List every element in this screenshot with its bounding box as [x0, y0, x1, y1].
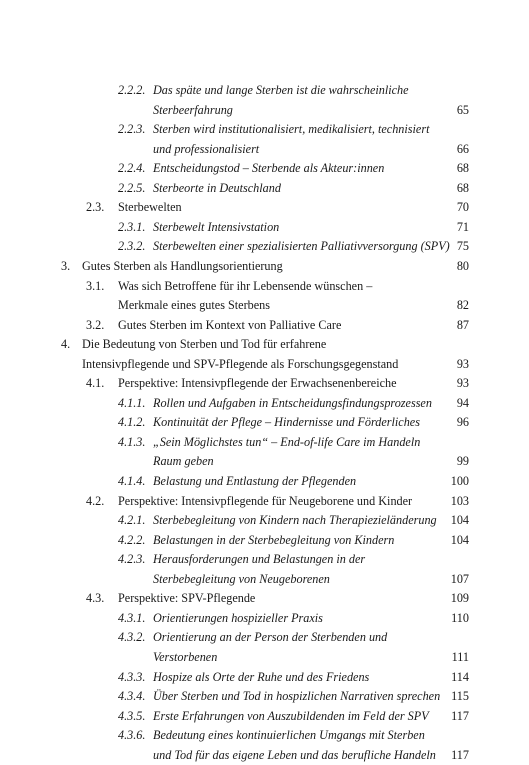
toc-entry-title: Das späte und lange Sterben ist die wahrscheinliche [153, 83, 409, 97]
toc-entry-title: Merkmale eines gutes Sterbens [118, 298, 270, 313]
toc-entry-title: Die Bedeutung von Sterben und Tod für erfahrene [82, 337, 327, 352]
toc-entry-title: Intensivpflegende und SPV-Pflegende als Forschungsgegenstand [82, 356, 399, 371]
toc-entry-title: Kontinuität der Pflege – Hindernisse und Förderliches [153, 415, 420, 430]
toc-entry-title: Gutes Sterben im Kontext von Palliative Care [118, 317, 342, 332]
toc-entry-title: Sterben wird institutionalisiert, medikalisiert, technisiert [153, 122, 430, 137]
toc-entry [0, 687, 529, 706]
toc-entry [0, 668, 529, 687]
toc-entry-page-number: 104 [450, 532, 469, 547]
toc-entry-title: Sterbewelt Intensivstation [153, 219, 280, 234]
toc-entry [0, 237, 529, 256]
toc-entry-number: 3.2. [86, 317, 105, 332]
toc-entry [0, 257, 529, 276]
toc-entry [0, 81, 529, 100]
toc-entry [0, 570, 529, 589]
toc-entry-page-number: 99 [456, 454, 469, 469]
toc-entry-page-number: 107 [450, 571, 469, 586]
toc-entry-title: Perspektive: Intensivpflegende der Erwachsenenbereiche [118, 376, 397, 391]
toc-entry-title: Sterbewelten [118, 200, 182, 215]
toc-entry-title: „Sein Möglichstes tun“ – End-of-life Care im Handeln [153, 434, 421, 449]
toc-entry-title: Sterbeorte in Deutschland [153, 180, 281, 195]
toc-entry-number: 3.1. [86, 278, 105, 293]
toc-entry [0, 609, 529, 628]
toc-entry [0, 433, 529, 452]
toc-entry [0, 531, 529, 550]
toc-entry-page-number: 75 [456, 239, 469, 254]
toc-entry [0, 101, 529, 120]
toc-entry-title: Hospize als Orte der Ruhe und des Friedens [153, 669, 370, 684]
toc-entry [0, 394, 529, 413]
toc-entry [0, 726, 529, 745]
toc-entry-number: 4.3.2. [118, 630, 146, 645]
toc-entry [0, 335, 529, 354]
toc-entry-number: 2.2.4. [118, 161, 146, 176]
toc-entry [0, 472, 529, 491]
toc-entry-page-number: 65 [456, 102, 469, 117]
toc-entry-number: 4.1.2. [118, 415, 146, 430]
toc-entry-page-number: 117 [451, 747, 469, 762]
toc-entry-number: 4. [61, 337, 71, 352]
toc-entry-page-number: 96 [456, 415, 469, 430]
toc-entry [0, 589, 529, 608]
toc-entry-title: Orientierung an der Person der Sterbenden und [153, 630, 388, 645]
toc-entry [0, 120, 529, 139]
toc-entry-title: Erste Erfahrungen von Auszubildenden im Feld der SPV [153, 708, 429, 723]
toc-entry-title: und Tod für das eigene Leben und das berufliche Handeln [153, 747, 436, 762]
toc-entry-page-number: 100 [450, 474, 469, 488]
toc-entry [0, 374, 529, 393]
toc-entry-number: 4.1.4. [118, 474, 146, 488]
toc-entry [0, 628, 529, 647]
toc-entry-page-number: 82 [456, 298, 469, 313]
toc-entry-page-number: 71 [456, 219, 469, 234]
toc-entry [0, 746, 529, 765]
toc-entry-title: Über Sterben und Tod in hospizlichen Narrativen sprechen [153, 689, 441, 704]
toc-entry-number: 4.2.1. [118, 513, 146, 528]
toc-entry-page-number: 110 [451, 610, 469, 625]
toc-entry-page-number: 114 [451, 669, 469, 684]
toc-entry-title: Sterbebegleitung von Neugeborenen [153, 571, 330, 586]
toc-entry [0, 511, 529, 530]
toc-entry [0, 707, 529, 726]
toc-entry-title: Sterbebegleitung von Kindern nach Therapiezieländerung [153, 513, 437, 528]
toc-entry-number: 4.3.6. [118, 728, 146, 743]
toc-entry-page-number: 93 [456, 356, 469, 371]
toc-entry [0, 198, 529, 217]
toc-entry-number: 2.3.2. [118, 239, 146, 254]
toc-entry-page-number: 87 [456, 317, 469, 332]
toc-entry-page-number: 66 [456, 141, 469, 156]
toc-entry [0, 277, 529, 296]
toc-entry-page-number: 109 [450, 591, 469, 606]
toc-entry-number: 4.3.4. [118, 689, 146, 704]
toc-entry-title: Was sich Betroffene für ihr Lebensende wünschen – [118, 278, 373, 293]
toc-entry-title: Rollen und Aufgaben in Entscheidungsfindungsprozessen [153, 395, 432, 410]
toc-entry-page-number: 80 [456, 258, 469, 273]
toc-entry-number: 2.2.2. [118, 83, 146, 97]
toc-entry-title: Belastungen in der Sterbebegleitung von Kindern [153, 532, 395, 547]
toc-entry-page-number: 94 [456, 395, 469, 410]
toc-entry-number: 4.3.1. [118, 610, 146, 625]
toc-entry [0, 452, 529, 471]
toc-entry [0, 296, 529, 315]
toc-entry [0, 140, 529, 159]
toc-entry-number: 2.3. [86, 200, 105, 215]
toc-entry-page-number: 68 [456, 180, 469, 195]
toc-entry [0, 413, 529, 432]
toc-entry [0, 218, 529, 237]
toc-entry-number: 3. [61, 258, 71, 273]
toc-entry-number: 2.2.5. [118, 180, 146, 195]
toc-entry-page-number: 115 [451, 689, 469, 704]
toc-entry-title: Entscheidungstod – Sterbende als Akteur:innen [153, 161, 385, 176]
toc-entry-title: Sterbeerfahrung [153, 102, 233, 117]
toc-entry [0, 355, 529, 374]
toc-entry-title: Bedeutung eines kontinuierlichen Umgangs mit Sterben [153, 728, 425, 743]
toc-entry-number: 4.2. [86, 493, 105, 508]
toc-entry [0, 550, 529, 569]
toc-entry-page-number: 68 [456, 161, 469, 176]
toc-entry-number: 4.1.1. [118, 395, 146, 410]
toc-entry-title: Belastung und Entlastung der Pflegenden [153, 474, 357, 488]
toc-entry [0, 648, 529, 667]
toc-entry-title: Orientierungen hospizieller Praxis [153, 610, 323, 625]
toc-entry-page-number: 103 [450, 493, 469, 508]
toc-entry-number: 2.2.3. [118, 122, 146, 137]
toc-entry-title: Perspektive: Intensivpflegende für Neugeborene und Kinder [118, 493, 413, 508]
toc-entry-number: 4.2.2. [118, 532, 146, 547]
toc-entry-number: 4.2.3. [118, 552, 146, 567]
toc-entry-number: 4.1. [86, 376, 105, 391]
toc-entry-title: Verstorbenen [153, 649, 218, 664]
toc-entry [0, 316, 529, 335]
toc-entry-page-number: 70 [456, 200, 469, 215]
toc-entry-number: 4.1.3. [118, 434, 146, 449]
toc-entry-title: Sterbewelten einer spezialisierten Palliativversorgung (SPV) [153, 239, 450, 254]
toc-entry-page-number: 111 [451, 649, 469, 664]
toc-entry-title: Raum geben [153, 454, 214, 469]
toc-entry-page-number: 104 [450, 513, 469, 528]
toc-entry-page-number: 117 [451, 708, 469, 723]
toc-entry-number: 4.3. [86, 591, 105, 606]
toc-entry-number: 2.3.1. [118, 219, 146, 234]
toc-entry-number: 4.3.5. [118, 708, 146, 723]
toc-entry [0, 492, 529, 511]
toc-entry [0, 179, 529, 198]
toc-entry-number: 4.3.3. [118, 669, 146, 684]
toc-entry [0, 159, 529, 178]
toc-entry-title: Gutes Sterben als Handlungsorientierung [82, 258, 283, 273]
toc-entry-page-number: 93 [456, 376, 469, 391]
toc-entry-title: Perspektive: SPV-Pflegende [118, 591, 256, 606]
toc-entry-title: Herausforderungen und Belastungen in der [153, 552, 366, 567]
toc-entry-title: und professionalisiert [153, 141, 260, 156]
